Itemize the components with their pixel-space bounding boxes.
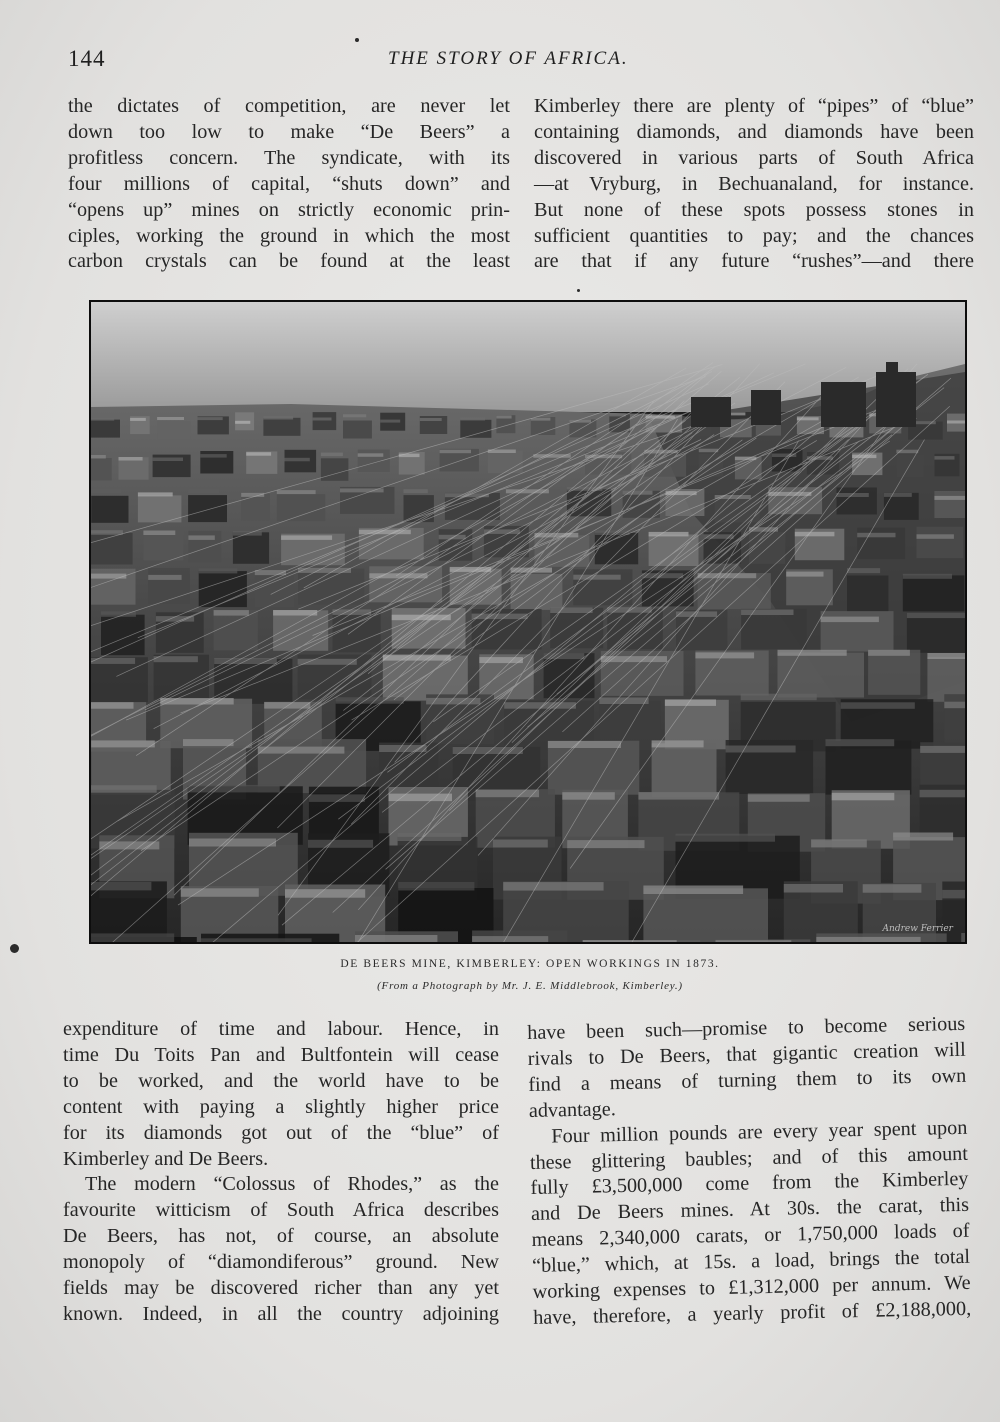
block-highlight — [157, 417, 184, 420]
block-highlight — [199, 568, 238, 573]
running-title: THE STORY OF AFRICA. — [388, 48, 629, 69]
block-highlight — [643, 886, 743, 895]
block-highlight — [233, 531, 262, 536]
text-line: are that if any future “rushes”—and there — [534, 250, 974, 273]
block-highlight — [309, 794, 365, 802]
text-line: four millions of capital, “shuts down” and — [68, 172, 510, 195]
text-line: content with paying a slightly higher price — [63, 1095, 499, 1118]
block-highlight — [91, 455, 106, 459]
text-line: The modern “Colossus of Rhodes,” as the — [85, 1173, 499, 1196]
block-highlight — [91, 530, 123, 535]
text-line: have been such—promise to become serious — [527, 1012, 966, 1044]
text-line: ciples, working the ground in which the most — [68, 224, 510, 247]
block-highlight — [91, 785, 157, 793]
excavation-block — [837, 488, 877, 515]
excavation-block — [907, 612, 965, 653]
block-highlight — [420, 418, 442, 421]
block-highlight — [544, 653, 585, 659]
excavation-block — [358, 450, 390, 473]
page-number: 144 — [68, 46, 106, 71]
block-highlight — [298, 659, 357, 665]
block-highlight — [476, 790, 539, 798]
text-line: “opens up” mines on strictly economic prin- — [68, 198, 510, 221]
excavation-block — [214, 610, 258, 651]
excavation-block — [313, 412, 337, 430]
block-highlight — [440, 450, 471, 454]
excavation-block — [896, 454, 923, 477]
block-highlight — [404, 489, 428, 493]
block-highlight — [188, 535, 214, 540]
text-line: for its diamonds got out of the “blue” of — [63, 1121, 499, 1144]
block-highlight — [285, 458, 310, 462]
excavation-block — [101, 615, 145, 656]
block-highlight — [934, 496, 965, 500]
text-line: Kimberley there are plenty of “pipes” of “blue” — [534, 95, 974, 117]
excavation-block — [652, 743, 717, 797]
excavation-block — [903, 575, 965, 611]
text-line: find a means of turning them to its own — [528, 1064, 967, 1096]
block-highlight — [784, 884, 843, 893]
block-highlight — [472, 614, 528, 620]
photo-engraving — [91, 302, 965, 942]
text-column-bottom-right — [527, 1012, 971, 1332]
block-highlight — [235, 421, 250, 424]
block-highlight — [119, 457, 143, 461]
excavation-block — [321, 458, 349, 481]
block-highlight — [884, 493, 912, 497]
excavation-block — [847, 576, 888, 612]
block-highlight — [821, 617, 879, 623]
block-highlight — [947, 421, 965, 424]
excavation-block — [91, 881, 167, 942]
block-highlight — [920, 746, 965, 753]
block-highlight — [281, 535, 332, 540]
block-highlight — [695, 652, 754, 658]
block-highlight — [493, 840, 548, 848]
block-highlight — [138, 492, 173, 496]
block-highlight — [832, 793, 895, 801]
text-line: Four million pounds are every year spent upon — [551, 1116, 968, 1148]
block-highlight — [741, 694, 817, 701]
block-highlight — [380, 420, 400, 423]
excavation-block — [934, 491, 965, 518]
block-highlight — [130, 418, 146, 421]
excavation-block — [241, 494, 270, 521]
block-highlight — [91, 702, 134, 709]
block-highlight — [816, 937, 920, 942]
text-line: to be worked, and the world have to be — [63, 1069, 499, 1092]
text-line: carbon crystals can be found at the least — [68, 250, 510, 273]
engraver-signature: Andrew Ferrier — [882, 924, 953, 934]
block-highlight — [153, 458, 183, 462]
text-line: down too low to make “De Beers” a — [68, 120, 510, 143]
block-highlight — [786, 572, 823, 577]
block-highlight — [811, 839, 867, 847]
excavation-block — [868, 650, 920, 695]
block-highlight — [198, 417, 223, 420]
block-highlight — [246, 452, 271, 456]
block-highlight — [893, 833, 953, 841]
block-highlight — [321, 453, 343, 457]
block-highlight — [183, 739, 234, 746]
block-highlight — [699, 449, 718, 453]
block-highlight — [837, 493, 869, 497]
block-highlight — [903, 574, 952, 579]
block-highlight — [460, 418, 485, 421]
text-line: the dictates of competition, are never let — [68, 95, 510, 117]
excavation-block — [119, 457, 149, 480]
excavation-block — [91, 533, 133, 565]
text-line: De Beers, has not, of course, an absolute — [63, 1225, 499, 1248]
block-highlight — [920, 790, 965, 798]
text-line: have, therefore, a yearly profit of £2,188,000, — [532, 1297, 972, 1329]
excavation-block — [944, 694, 965, 744]
excavation-block — [778, 653, 865, 698]
text-line: containing diamonds, and diamonds have been — [534, 120, 974, 143]
block-highlight — [91, 418, 114, 421]
block-highlight — [214, 610, 249, 616]
excavation-block — [148, 568, 190, 604]
block-highlight — [638, 792, 719, 800]
excavation-block — [343, 421, 372, 439]
block-highlight — [188, 489, 219, 493]
text-line: Kimberley and De Beers. — [63, 1147, 269, 1170]
excavation-block — [138, 495, 182, 522]
text-line: sufficient quantities to pay; and the chances — [534, 224, 974, 247]
text-column-bottom-left — [63, 1017, 499, 1328]
block-highlight — [649, 532, 689, 537]
text-line: But none of these spots possess stones in — [534, 198, 974, 221]
text-line: means 2,340,000 carats, or 1,750,000 loads of — [531, 1220, 970, 1252]
excavation-block — [550, 608, 603, 649]
block-highlight — [308, 840, 373, 848]
excavation-block — [884, 493, 919, 520]
block-highlight — [91, 933, 174, 942]
excavation-block — [917, 527, 964, 559]
block-highlight — [676, 834, 776, 842]
block-highlight — [263, 417, 293, 420]
ink-speck — [577, 289, 580, 292]
text-line: profitless concern. The syndicate, with its — [68, 146, 510, 169]
block-highlight — [562, 792, 615, 800]
block-highlight — [741, 610, 793, 616]
block-highlight — [601, 656, 667, 662]
block-highlight — [550, 608, 592, 614]
text-column-top-right — [534, 94, 974, 275]
block-highlight — [91, 574, 126, 579]
block-highlight — [91, 489, 121, 493]
excavation-block — [91, 496, 128, 523]
block-highlight — [148, 575, 181, 580]
excavation-block — [91, 420, 120, 438]
block-highlight — [595, 530, 630, 535]
text-line: known. Indeed, in all the country adjoining — [63, 1302, 499, 1325]
text-column-top-left — [68, 94, 510, 275]
figure-caption: DE BEERS MINE, KIMBERLEY: OPEN WORKINGS IN 1873. — [340, 958, 720, 970]
block-highlight — [189, 839, 276, 847]
text-line: working expenses to £1,312,000 per annum. We — [532, 1271, 971, 1304]
block-highlight — [154, 656, 198, 662]
block-highlight — [399, 454, 420, 458]
block-highlight — [935, 456, 955, 460]
block-highlight — [143, 531, 175, 536]
block-highlight — [927, 653, 965, 659]
block-highlight — [795, 532, 835, 537]
excavation-block — [91, 657, 148, 702]
block-highlight — [583, 940, 677, 942]
block-highlight — [716, 940, 792, 942]
block-highlight — [917, 534, 954, 539]
excavation-block — [273, 610, 328, 651]
text-line: rivals to De Beers, that gigantic creation will — [527, 1038, 966, 1070]
block-highlight — [201, 938, 312, 942]
text-line: advantage. — [528, 1097, 616, 1122]
excavation-block — [214, 659, 292, 704]
figure-credit: (From a Photograph by Mr. J. E. Middlebrook, Kimberley.) — [377, 980, 683, 992]
block-highlight — [961, 933, 965, 942]
excavation-block — [188, 495, 227, 522]
ink-speck — [355, 38, 359, 42]
block-highlight — [336, 697, 404, 704]
excavation-block — [263, 418, 300, 436]
text-line: discovered in various parts of South Africa — [534, 146, 974, 169]
block-highlight — [778, 650, 847, 656]
block-highlight — [398, 833, 462, 841]
excavation-block — [157, 421, 191, 439]
block-highlight — [748, 794, 810, 802]
excavation-block — [649, 535, 699, 567]
block-highlight — [472, 936, 548, 942]
text-line: fully £3,500,000 come from the Kimberley — [530, 1168, 969, 1200]
text-line: “blue,” which, at 15s. a load, brings the total — [531, 1245, 971, 1278]
block-highlight — [907, 613, 965, 619]
block-highlight — [944, 702, 965, 709]
block-highlight — [273, 610, 317, 616]
block-highlight — [277, 490, 316, 494]
block-highlight — [548, 741, 621, 748]
text-line: favourite witticism of South Africa describes — [63, 1199, 499, 1222]
text-line: monopoly of “diamondiferous” ground. New — [63, 1251, 499, 1274]
block-highlight — [863, 884, 922, 893]
text-line: fields may be discovered richer than any yet — [63, 1277, 499, 1300]
text-line: and De Beers mines. At 30s. the carat, this — [530, 1194, 970, 1226]
excavation-block — [643, 888, 768, 942]
excavation-block — [511, 574, 563, 610]
block-highlight — [313, 418, 332, 421]
block-highlight — [91, 740, 155, 747]
excavation-block — [277, 494, 326, 521]
excavation-block — [548, 741, 639, 795]
block-highlight — [868, 650, 910, 656]
text-line: these glittering baubles; and of this amount — [529, 1142, 969, 1174]
block-highlight — [398, 882, 474, 891]
mine-photograph — [89, 300, 967, 944]
block-highlight — [826, 739, 895, 746]
block-highlight — [847, 568, 880, 573]
block-highlight — [857, 533, 895, 538]
excavation-block — [91, 458, 112, 481]
block-highlight — [567, 840, 644, 848]
block-highlight — [91, 882, 151, 891]
excavation-block — [533, 450, 580, 473]
block-highlight — [479, 657, 523, 663]
block-highlight — [355, 935, 437, 942]
block-highlight — [841, 702, 915, 709]
text-line: —at Vryburg, in Bechuanaland, for instance. — [534, 172, 974, 195]
text-line: expenditure of time and labour. Hence, in — [63, 1018, 499, 1040]
excavation-block — [826, 741, 912, 795]
block-highlight — [496, 416, 511, 419]
excavation-block — [460, 420, 491, 438]
block-highlight — [503, 882, 603, 891]
block-highlight — [358, 453, 384, 457]
text-line: time Du Toits Pan and Bultfontein will cease — [63, 1043, 499, 1066]
ink-speck — [10, 944, 19, 953]
block-highlight — [343, 414, 366, 417]
block-highlight — [200, 454, 226, 458]
block-highlight — [726, 746, 796, 753]
block-highlight — [942, 890, 965, 899]
